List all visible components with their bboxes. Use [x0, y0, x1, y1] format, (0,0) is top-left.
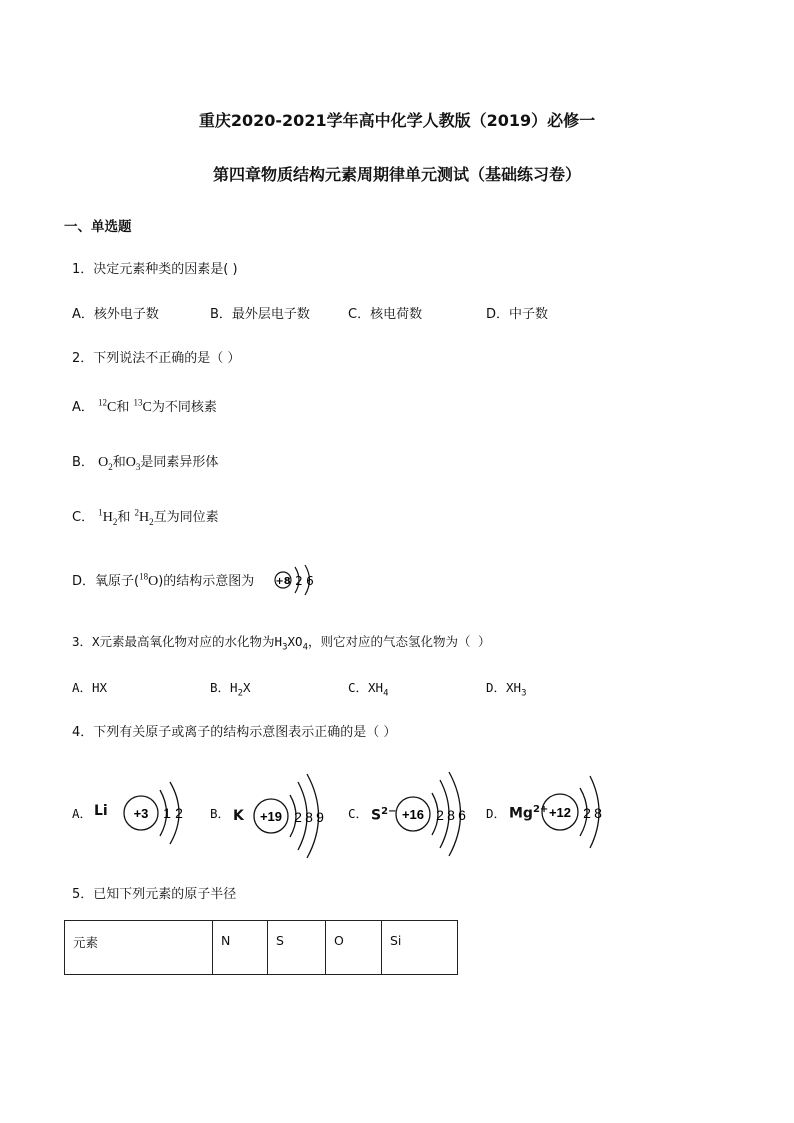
option-text: D．XH	[486, 680, 522, 695]
magnesium-ion-diagram	[540, 770, 620, 850]
conjunction: 和	[112, 455, 126, 470]
li-atom-diagram	[118, 778, 198, 848]
nuclide-c12	[98, 397, 117, 415]
shell-electron-count: 2	[583, 805, 591, 821]
option-text: A．HX	[72, 680, 108, 695]
document-title-line2: 第四章物质结构元素周期律单元测试（基础练习卷）	[212, 165, 581, 184]
formula-o3	[126, 455, 141, 470]
ion-charge: 2−	[381, 806, 397, 817]
subscript: 4	[302, 642, 308, 653]
formula-o2	[98, 455, 113, 470]
element-symbol: Mg	[509, 805, 533, 822]
element-symbol: O	[98, 455, 109, 470]
question-3-option-d	[486, 678, 527, 699]
question-1-option-d: D．中子数	[486, 307, 549, 322]
section-heading: 一、单选题	[64, 219, 132, 235]
shell-electron-count: 8	[594, 805, 602, 821]
element-symbol-k: K	[233, 808, 244, 824]
subscript: 3	[135, 461, 141, 472]
table-cell: 元素	[65, 921, 213, 975]
sulfide-ion-diagram	[394, 766, 484, 858]
mass-number: 12	[98, 397, 108, 408]
question-1-option-c: C．核电荷数	[348, 307, 423, 322]
subscript: 2	[108, 461, 113, 472]
stem-text: 3．X元素最高氧化物对应的水化物为H	[72, 634, 283, 649]
option-letter: C．	[72, 510, 95, 525]
question-1-option-a: A．核外电子数	[72, 307, 159, 322]
atomic-radius-table	[64, 920, 458, 975]
element-symbol: H	[102, 510, 113, 525]
question-4-stem: 4．下列有关原子或离子的结构示意图表示正确的是（ ）	[72, 725, 397, 740]
question-2-stem: 2．下列说法不正确的是（ ）	[72, 351, 241, 366]
mass-number: 13	[133, 397, 143, 408]
oxygen-atom-diagram	[273, 562, 323, 600]
shell-electron-count: 2	[295, 574, 303, 588]
document-title-line1: 重庆2020-2021学年高中化学人教版（2019）必修一	[198, 111, 596, 130]
question-4-option-d-letter: D．	[486, 806, 507, 821]
question-1-option-b: B．最外层电子数	[210, 307, 310, 322]
element-symbol: C	[107, 400, 117, 415]
shell-electron-count: 2	[294, 809, 302, 825]
element-symbol: O	[148, 574, 159, 589]
mass-number: 18	[139, 571, 149, 582]
option-letter: A．	[72, 400, 94, 415]
option-text: X	[242, 680, 251, 695]
subscript: 3	[282, 642, 288, 653]
shell-electron-count: 9	[316, 809, 324, 825]
option-text: )的结构示意图为	[158, 574, 255, 589]
ion-symbol-s	[371, 806, 396, 824]
shell-electron-count: 2	[175, 805, 183, 821]
nucleus-charge: +19	[259, 809, 283, 824]
question-2-option-b	[72, 451, 218, 472]
element-symbol: O	[125, 455, 136, 470]
option-text: 为不同核素	[151, 400, 217, 415]
table-cell: Si	[382, 921, 458, 975]
element-symbol-li: Li	[94, 803, 108, 819]
option-text: B．H	[210, 680, 238, 695]
shell-electron-count: 8	[305, 809, 313, 825]
nuclide-o18	[139, 571, 159, 589]
stem-text: ，则它对应的气态氢化物为（ ）	[307, 634, 491, 649]
option-text: 是同素异形体	[140, 455, 219, 470]
shell-electron-count: 2	[436, 807, 444, 823]
question-5-stem: 5．已知下列元素的原子半径	[72, 887, 237, 902]
subscript: 2	[149, 516, 154, 527]
question-2-option-c	[72, 506, 219, 527]
question-4-option-c-letter: C．	[348, 806, 369, 821]
table-cell: N	[213, 921, 268, 975]
question-4-option-a-letter: A．	[72, 806, 93, 821]
option-text: 互为同位素	[153, 510, 219, 525]
nucleus-charge: +12	[548, 805, 572, 820]
stem-text: XO	[287, 634, 303, 649]
ion-charge: 2+	[532, 804, 549, 815]
element-symbol: S	[371, 807, 382, 824]
subscript: 2	[112, 516, 118, 527]
element-symbol: C	[142, 400, 152, 415]
shell-electron-count: 6	[306, 574, 314, 588]
nuclide-c13	[133, 397, 152, 415]
conjunction: 和	[116, 400, 130, 415]
question-3-option-c	[348, 678, 389, 699]
shell-electron-count: 1	[163, 805, 171, 821]
nucleus-charge: +8	[275, 576, 291, 587]
question-3-option-a	[72, 678, 107, 696]
question-3-option-b	[210, 678, 251, 699]
conjunction: 和	[117, 510, 131, 525]
shell-electron-count: 6	[458, 807, 466, 823]
table-cell: S	[268, 921, 326, 975]
question-2-option-d	[72, 570, 254, 590]
table-row	[65, 921, 458, 975]
nucleus-charge: +16	[401, 807, 425, 822]
k-atom-diagram	[252, 768, 342, 860]
question-2-option-a	[72, 396, 217, 416]
mass-number: 1	[98, 507, 103, 518]
question-1-stem: 1．决定元素种类的因素是( )	[72, 262, 238, 277]
element-symbol: H	[139, 510, 150, 525]
question-3-stem	[72, 632, 491, 653]
option-letter: B．	[72, 455, 94, 470]
option-text: D．氧原子(	[72, 574, 140, 589]
subscript: 2	[237, 688, 243, 699]
mass-number: 2	[134, 507, 139, 518]
table-cell: O	[326, 921, 382, 975]
question-4-option-b-letter: B．	[210, 806, 231, 821]
formula-1h2	[98, 507, 118, 527]
subscript: 4	[383, 688, 389, 699]
subscript: 3	[521, 688, 527, 699]
option-text: C．XH	[348, 680, 384, 695]
shell-electron-count: 8	[447, 807, 455, 823]
formula-2h2	[134, 507, 154, 527]
nucleus-charge: +3	[133, 806, 149, 821]
